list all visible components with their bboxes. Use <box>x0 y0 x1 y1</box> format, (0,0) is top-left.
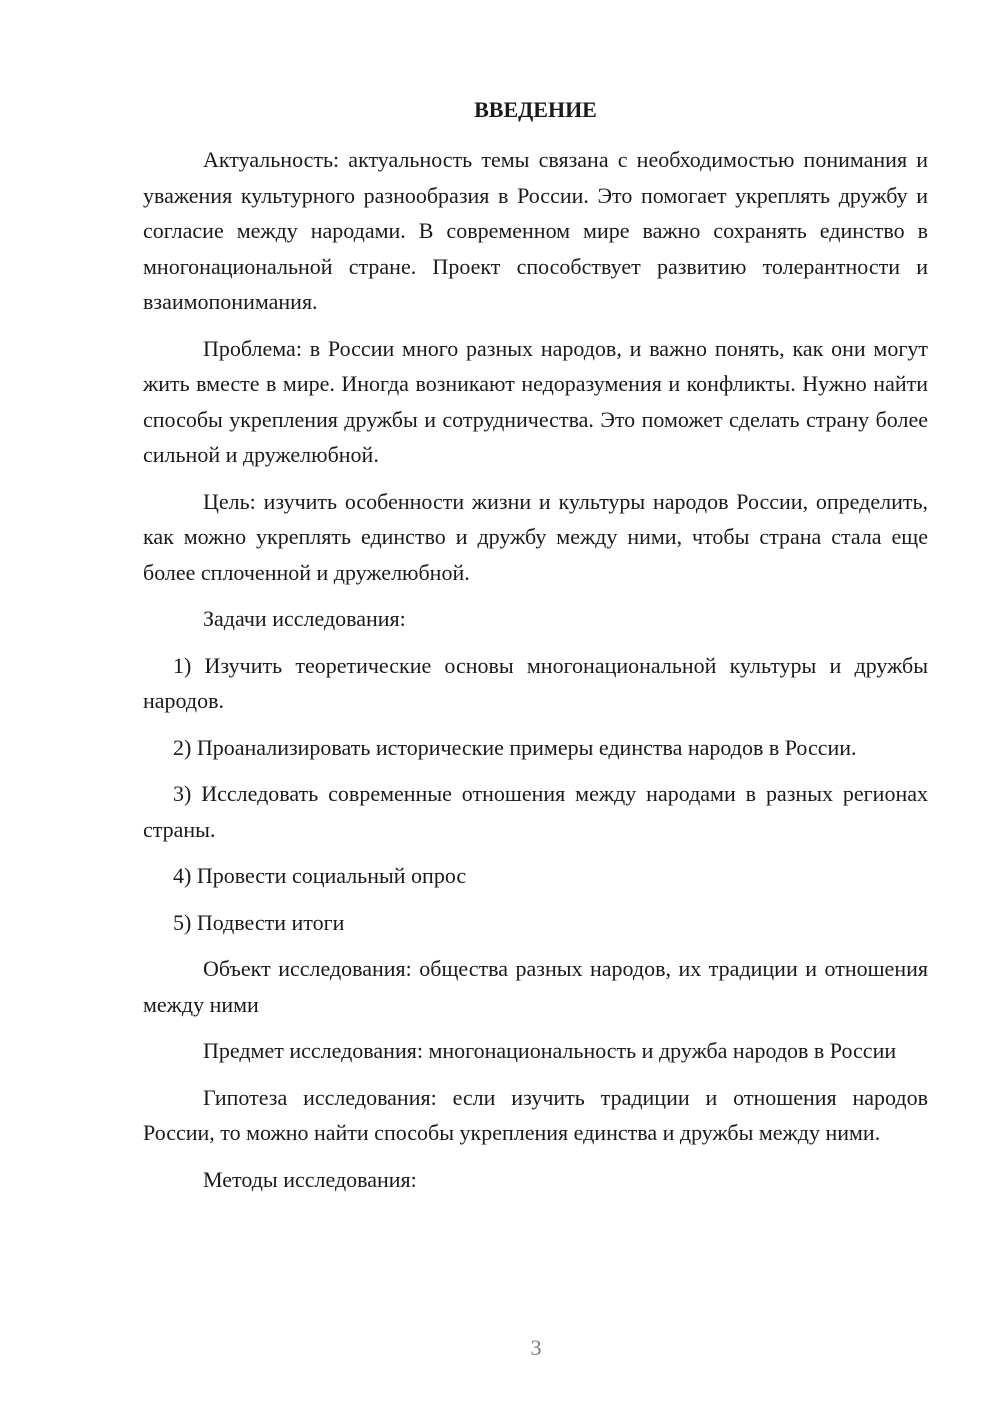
goal-paragraph: Цель: изучить особенности жизни и культуры народов России, определить, как можно укреплять единство и дружбу между ними, чтобы страна стала еще более сплоченной и дружелюбной. <box>143 488 928 585</box>
task-item-2: 2) Проанализировать исторические примеры единства народов в России. <box>173 734 857 760</box>
object-paragraph: Объект исследования: общества разных народов, их традиции и отношения между ними <box>143 956 928 1017</box>
relevance-paragraph: Актуальность: актуальность темы связана с необходимостью понимания и уважения культурного разнообразия в России. Это помогает укреплять дружбу и согласие между народами. В современном мире важно сохранять единство в многонациональной стране. Проект способствует развитию толерантности и взаимопонимания. <box>143 147 928 314</box>
page-title: ВВЕДЕНИЕ <box>474 97 597 122</box>
task-item-5: 5) Подвести итоги <box>173 909 345 935</box>
document-page <box>143 92 928 1208</box>
methods-heading: Методы исследования: <box>203 1166 417 1192</box>
hypothesis-paragraph: Гипотеза исследования: если изучить традиции и отношения народов России, то можно найти способы укрепления единства и дружбы между ними. <box>143 1084 928 1145</box>
subject-paragraph: Предмет исследования: многонациональность и дружба народов в России <box>203 1038 897 1063</box>
tasks-heading: Задачи исследования: <box>203 606 406 631</box>
task-item-3: 3) Исследовать современные отношения между народами в разных регионах страны. <box>143 781 928 842</box>
task-item-1: 1) Изучить теоретические основы многонациональной культуры и дружбы народов. <box>143 652 928 713</box>
task-item-4: 4) Провести социальный опрос <box>173 863 467 888</box>
problem-paragraph: Проблема: в России много разных народов, и важно понять, как они могут жить вместе в мире. Иногда возникают недоразумения и конфликты. Нужно найти способы укрепления дружбы и сотрудничества. Это поможет сделать страну более сильной и дружелюбной. <box>143 335 928 467</box>
page-number: 3 <box>530 1335 542 1360</box>
